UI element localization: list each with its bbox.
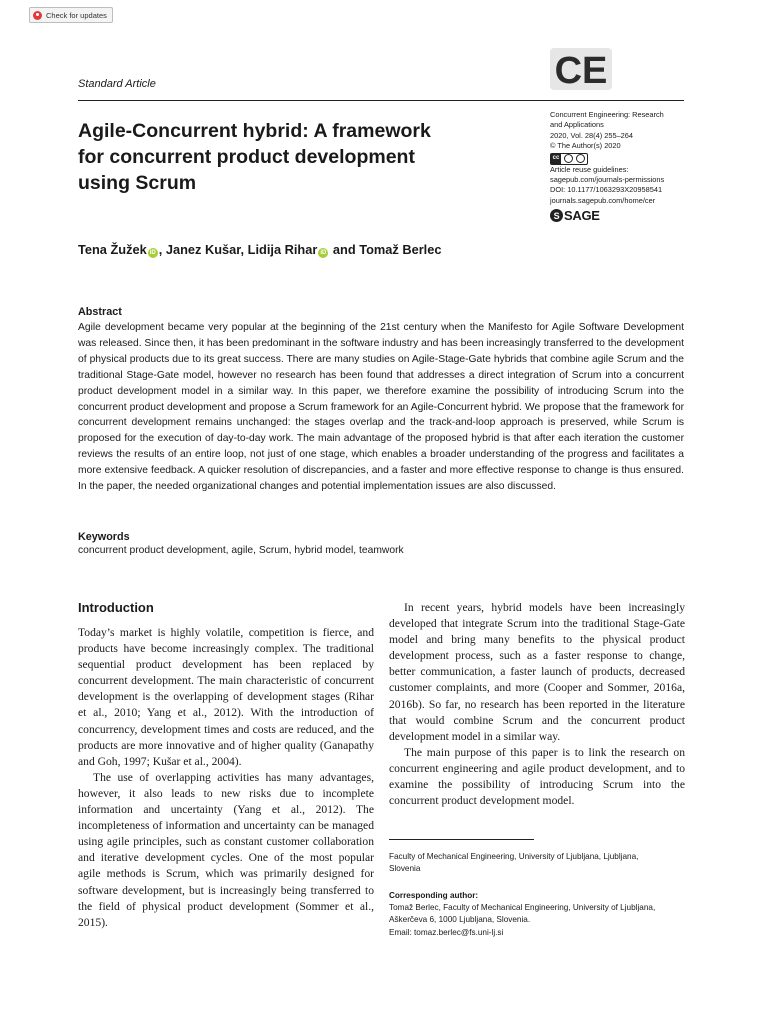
check-for-updates-label: Check for updates <box>46 10 107 20</box>
intro-paragraph-1: Today’s market is highly volatile, competition is fierce, and products have become increasingly complex. The traditional sequential product development has been replaced by concurrent development. The main characteristic of concurrent development is the overlapping of development stages (Rihar et al., 2010; Yang et al., 2012). With the introduction of concurrency, development times and costs are reduced, and the products are more innovative and of higher quality (Ganapathy and Goh, 1997; Kušar et al., 2004). <box>78 626 374 768</box>
reuse-link[interactable]: sagepub.com/journals-permissions <box>550 175 665 185</box>
introduction-heading: Introduction <box>78 600 154 615</box>
author-list <box>78 242 441 258</box>
corresponding-line-1: Tomaž Berlec, Faculty of Mechanical Engineering, University of Ljubljana, <box>389 903 656 913</box>
volume-info: 2020, Vol. 28(4) 255–264 <box>550 130 634 140</box>
right-column <box>389 600 685 809</box>
journal-name-1: Concurrent Engineering: Research <box>550 110 664 119</box>
journal-name-2: and Applications <box>550 120 604 130</box>
sage-s-icon: S <box>550 209 563 222</box>
header-rule <box>78 100 684 101</box>
cc-license-icon[interactable] <box>550 153 588 165</box>
left-column <box>78 625 374 931</box>
abstract-text: Agile development became very popular at the beginning of the 21st century when the Manifesto for Agile Software Development was released. Since then, it has been predominant in the software industry and has been increasingly transferred to the development of physical products due to its great success. There are many studies on Agile-Stage-Gate hybrids that combine agile Scrum and the traditional Stage-Gate model, however no research has been found that addresses a direct integration of Scrum into a concurrent product development model in a similar way. In this paper, we therefore examine the possibility of introducing Scrum into the concurrent product development and propose a Scrum framework for an Agile-Concurrent hybrid. We propose that the framework for concurrent development remains unchanged: the stages overlap and the track-and-loop approach is preserved, while Scrum is proposed for the execution of day-to-day work. The main advantage of the proposed hybrid is that after each iteration the customer reviews the results of an entire loop, not just of one stage, which enables a broader understanding of the progress and facilitates a more extensive feedback. A quicker resolution of discrepancies, and a faster and more effective response to change is thus ensured. In the paper, the needed organizational changes and potential implementation issues are also discussed. <box>78 322 684 493</box>
check-for-updates-button[interactable] <box>29 7 113 23</box>
corresponding-email[interactable]: Email: tomaz.berlec@fs.uni-lj.si <box>389 927 504 937</box>
title-line-3: using Scrum <box>78 172 197 194</box>
doi[interactable]: DOI: 10.1177/1063293X20958541 <box>550 185 663 195</box>
keywords-heading: Keywords <box>78 531 130 543</box>
footnote-rule <box>389 839 534 840</box>
orcid-icon[interactable]: iD <box>320 250 327 256</box>
cc-label: cc <box>551 154 561 164</box>
title-line-1: Agile-Concurrent hybrid: A framework <box>78 120 431 142</box>
intro-paragraph-3: In recent years, hybrid models have been increasingly developed that integrate Scrum into the traditional Stage-Gate model and bring many benefits to the physical product development process, such as a faster response to change, better communication, a faster launch of products, decreased customer complaints, and more (Cooper and Sommer, 2016a, 2016b). So far, no research has been reported in the literature that would combine Scrum and the concurrent product development model in a similar way. <box>389 601 685 743</box>
article-title <box>78 118 518 196</box>
author-1: Tena Žužek <box>78 242 147 257</box>
corresponding-author-footnote <box>389 890 689 939</box>
keywords-text: concurrent product development, agile, Scrum, hybrid model, teamwork <box>78 545 404 556</box>
affiliation-footnote <box>389 851 689 875</box>
update-icon <box>33 11 42 20</box>
intro-paragraph-2: The use of overlapping activities has many advantages, however, it also leads to new risks due to incomplete information and uncertainty (Yang et al., 2012). The incompleteness of information and uncertainty can be managed using agile principles, such as constant customer collaboration and iterative development cycles. One of the most popular agile methods is Scrum, which was primarily designed for software development, but is increasingly being transferred to the field of physical product development (Sommer et al., 2015). <box>78 770 374 929</box>
authors-2-3: , Janez Kušar, Lidija Rihar <box>158 242 318 257</box>
copyright: © The Author(s) 2020 <box>550 141 621 151</box>
title-line-2: for concurrent product development <box>78 146 415 168</box>
abstract-heading: Abstract <box>78 306 122 318</box>
article-type: Standard Article <box>78 78 156 90</box>
nc-icon <box>576 154 585 163</box>
publisher-name: SAGE <box>564 207 600 223</box>
sage-logo <box>550 209 690 222</box>
affiliation-line-2: Slovenia <box>389 864 421 874</box>
reuse-label: Article reuse guidelines: <box>550 164 629 174</box>
author-4: and Tomaž Berlec <box>329 242 442 257</box>
corresponding-heading: Corresponding author: <box>389 891 479 900</box>
corresponding-line-2: Aškerčeva 6, 1000 Ljubljana, Slovenia. <box>389 915 531 925</box>
affiliation-line-1: Faculty of Mechanical Engineering, University of Ljubljana, Ljubljana, <box>389 852 639 861</box>
journal-logo <box>550 46 614 92</box>
orcid-icon[interactable]: iD <box>149 250 156 256</box>
logo-text: CE <box>554 50 608 92</box>
journal-link[interactable]: journals.sagepub.com/home/cer <box>550 195 656 205</box>
intro-paragraph-4: The main purpose of this paper is to link the research on concurrent engineering and agile product development, and to examine the possibility of introducing Scrum into the concurrent product development model. <box>389 745 685 808</box>
journal-meta <box>550 110 690 222</box>
by-icon <box>564 154 573 163</box>
